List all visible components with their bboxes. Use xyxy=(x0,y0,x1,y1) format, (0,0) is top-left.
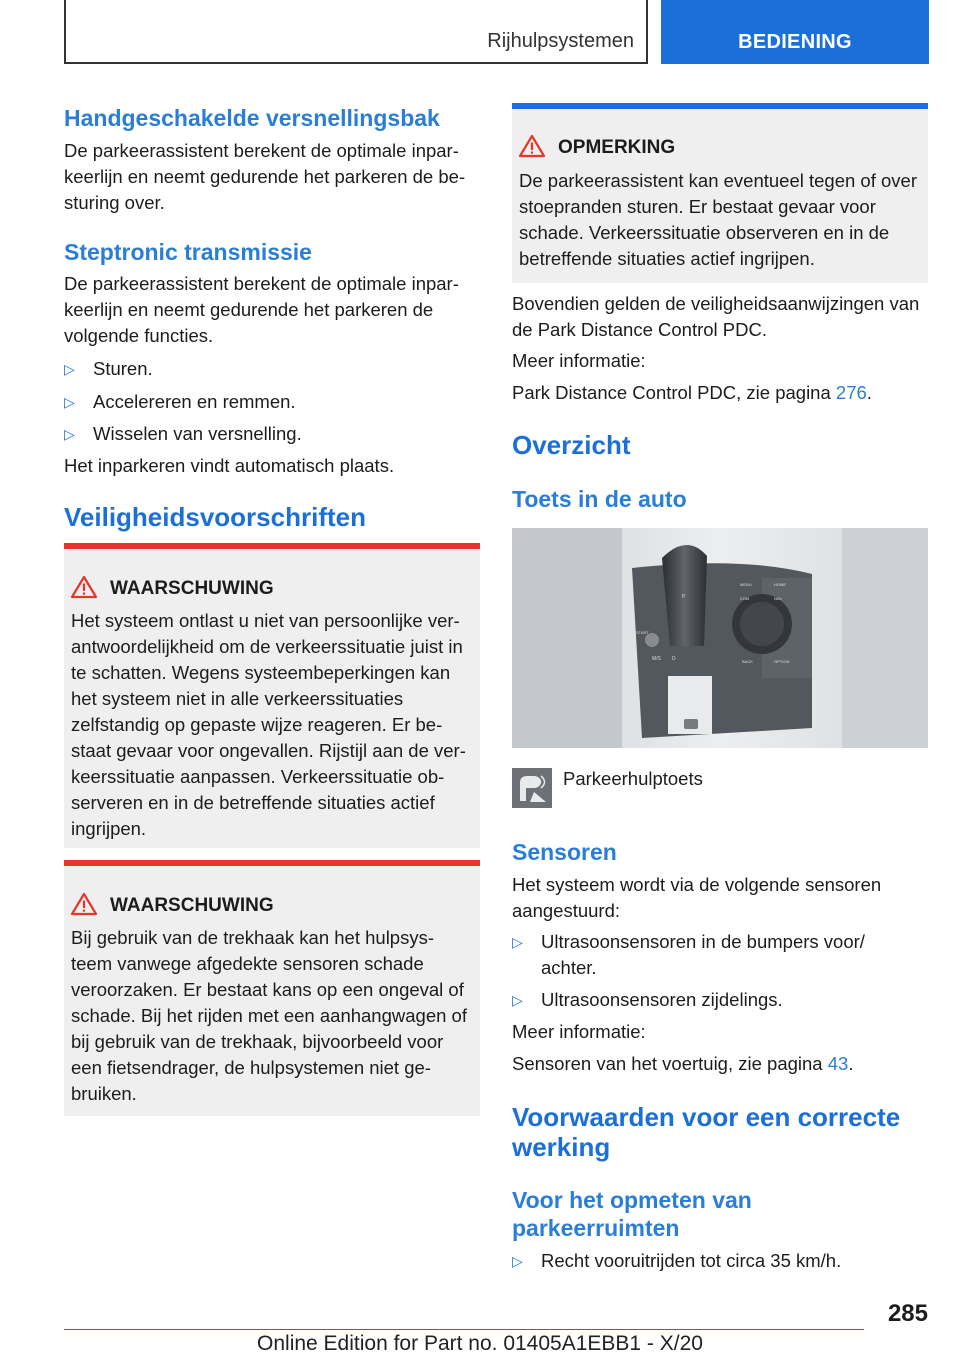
park-assist-key-icon xyxy=(512,768,552,808)
warning-text: Bij gebruik van de trekhaak kan het hulpsys-teem vanwege afgedekte sensoren schade veroorzaken. Er bestaat kans op een ongeval of schade. Bij het rijden met een aanhangwagen of bij gebruik van de trekhaak, bijvoorbeeld voor een fietsendrager, de hulpsystemen niet ge-bruiken. xyxy=(71,927,467,1104)
bullet-triangle-icon: ▷ xyxy=(64,361,75,377)
svg-text:HOME: HOME xyxy=(774,582,786,587)
warning-box xyxy=(64,543,480,848)
center-console-photo xyxy=(512,528,928,748)
key-caption: Parkeerhulptoets xyxy=(563,768,703,789)
warning-title: WAARSCHUWING xyxy=(110,578,274,599)
svg-text:P: P xyxy=(682,594,686,600)
chapter-tab[interactable] xyxy=(661,0,929,64)
paragraph-automatic: Het inparkeren vindt automatisch plaats. xyxy=(64,455,395,476)
svg-text:M/S: M/S xyxy=(652,656,661,662)
paragraph-pdc: Bovendien gelden de veiligheidsaanwijzingen van de Park Distance Control PDC. xyxy=(512,293,920,340)
more-info-label: Meer informatie: xyxy=(512,1021,646,1042)
more-info-label: Meer informatie: xyxy=(512,350,646,371)
heading-conditions: Voorwaarden voor een correcte werking xyxy=(512,1102,901,1162)
warning-box xyxy=(64,860,480,1116)
heading-sensors: Sensoren xyxy=(512,839,617,865)
bullet-triangle-icon: ▷ xyxy=(64,394,75,410)
paragraph-manual-gearbox: De parkeerassistent berekent de optimale inpar-keerlijn en neemt gedurende het parkeren de be-sturing over. xyxy=(64,140,466,213)
svg-text:OPTION: OPTION xyxy=(774,659,790,664)
chapter-tab-label: BEDIENING xyxy=(738,31,852,53)
warning-triangle-icon xyxy=(70,575,98,599)
section-title: Rijhulpsystemen xyxy=(487,30,634,52)
svg-text:COM: COM xyxy=(740,596,750,601)
page-link[interactable]: 43 xyxy=(827,1053,849,1074)
page-link[interactable]: 276 xyxy=(835,382,867,403)
bullet-triangle-icon: ▷ xyxy=(512,992,523,1008)
bullet-triangle-icon: ▷ xyxy=(512,1253,523,1269)
note-box xyxy=(512,103,928,283)
heading-manual-gearbox: Handgeschakelde versnellingsbak xyxy=(64,105,440,131)
svg-text:D: D xyxy=(672,656,676,662)
footer-divider xyxy=(64,1329,864,1330)
paragraph-steptronic: De parkeerassistent berekent de optimale inpar-keerlijn en neemt gedurende het parkeren de volgende functies. xyxy=(64,273,459,346)
warning-text: Het systeem ontlast u niet van persoonlijke ver-antwoordelijkheid om de verkeerssituatie juist in te schatten. Wegens systeembeperkingen kan het systeem niet in alle verkeerssituaties zelfstandig op gepaste wijze reageren. Er be-staat gevaar voor ongevallen. Rijstijl aan de ver-keerssituatie aanpassen. Verkeerssituatie ob-serveren en in de betreffende situaties actief ingrijpen. xyxy=(71,610,466,839)
heading-steptronic: Steptronic transmissie xyxy=(64,239,312,265)
page-number: 285 xyxy=(887,1300,928,1327)
reference-sensors: Sensoren van het voertuig, zie pagina 43. xyxy=(512,1053,854,1074)
warning-triangle-icon xyxy=(70,892,98,916)
heading-measure: Voor het opmeten van parkeerruimten xyxy=(512,1187,752,1241)
footer-edition: Online Edition for Part no. 01405A1EBB1 - X/20 xyxy=(257,1332,703,1355)
heading-overview: Overzicht xyxy=(512,430,631,460)
svg-text:BACK: BACK xyxy=(742,659,753,664)
reference-pdc: Park Distance Control PDC, zie pagina 276. xyxy=(512,382,872,403)
paragraph-sensors: Het systeem wordt via de volgende sensoren aangestuurd: xyxy=(512,874,882,921)
note-title: OPMERKING xyxy=(558,137,676,158)
heading-safety: Veiligheidsvoorschriften xyxy=(64,502,366,532)
warning-title: WAARSCHUWING xyxy=(110,895,274,916)
heading-button-in-car: Toets in de auto xyxy=(512,486,687,512)
bullet-triangle-icon: ▷ xyxy=(512,934,523,950)
svg-text:NAV: NAV xyxy=(774,596,782,601)
warning-triangle-icon xyxy=(518,134,546,158)
note-text: De parkeerassistent kan eventueel tegen of over stoepranden sturen. Er bestaat gevaar voor schade. Verkeerssituatie observeren en in de betreffende situaties actief ingrijpen. xyxy=(519,170,917,269)
bullet-triangle-icon: ▷ xyxy=(64,426,75,442)
svg-text:START: START xyxy=(636,630,649,635)
header-section-box xyxy=(64,0,648,64)
svg-text:MENU: MENU xyxy=(740,582,752,587)
